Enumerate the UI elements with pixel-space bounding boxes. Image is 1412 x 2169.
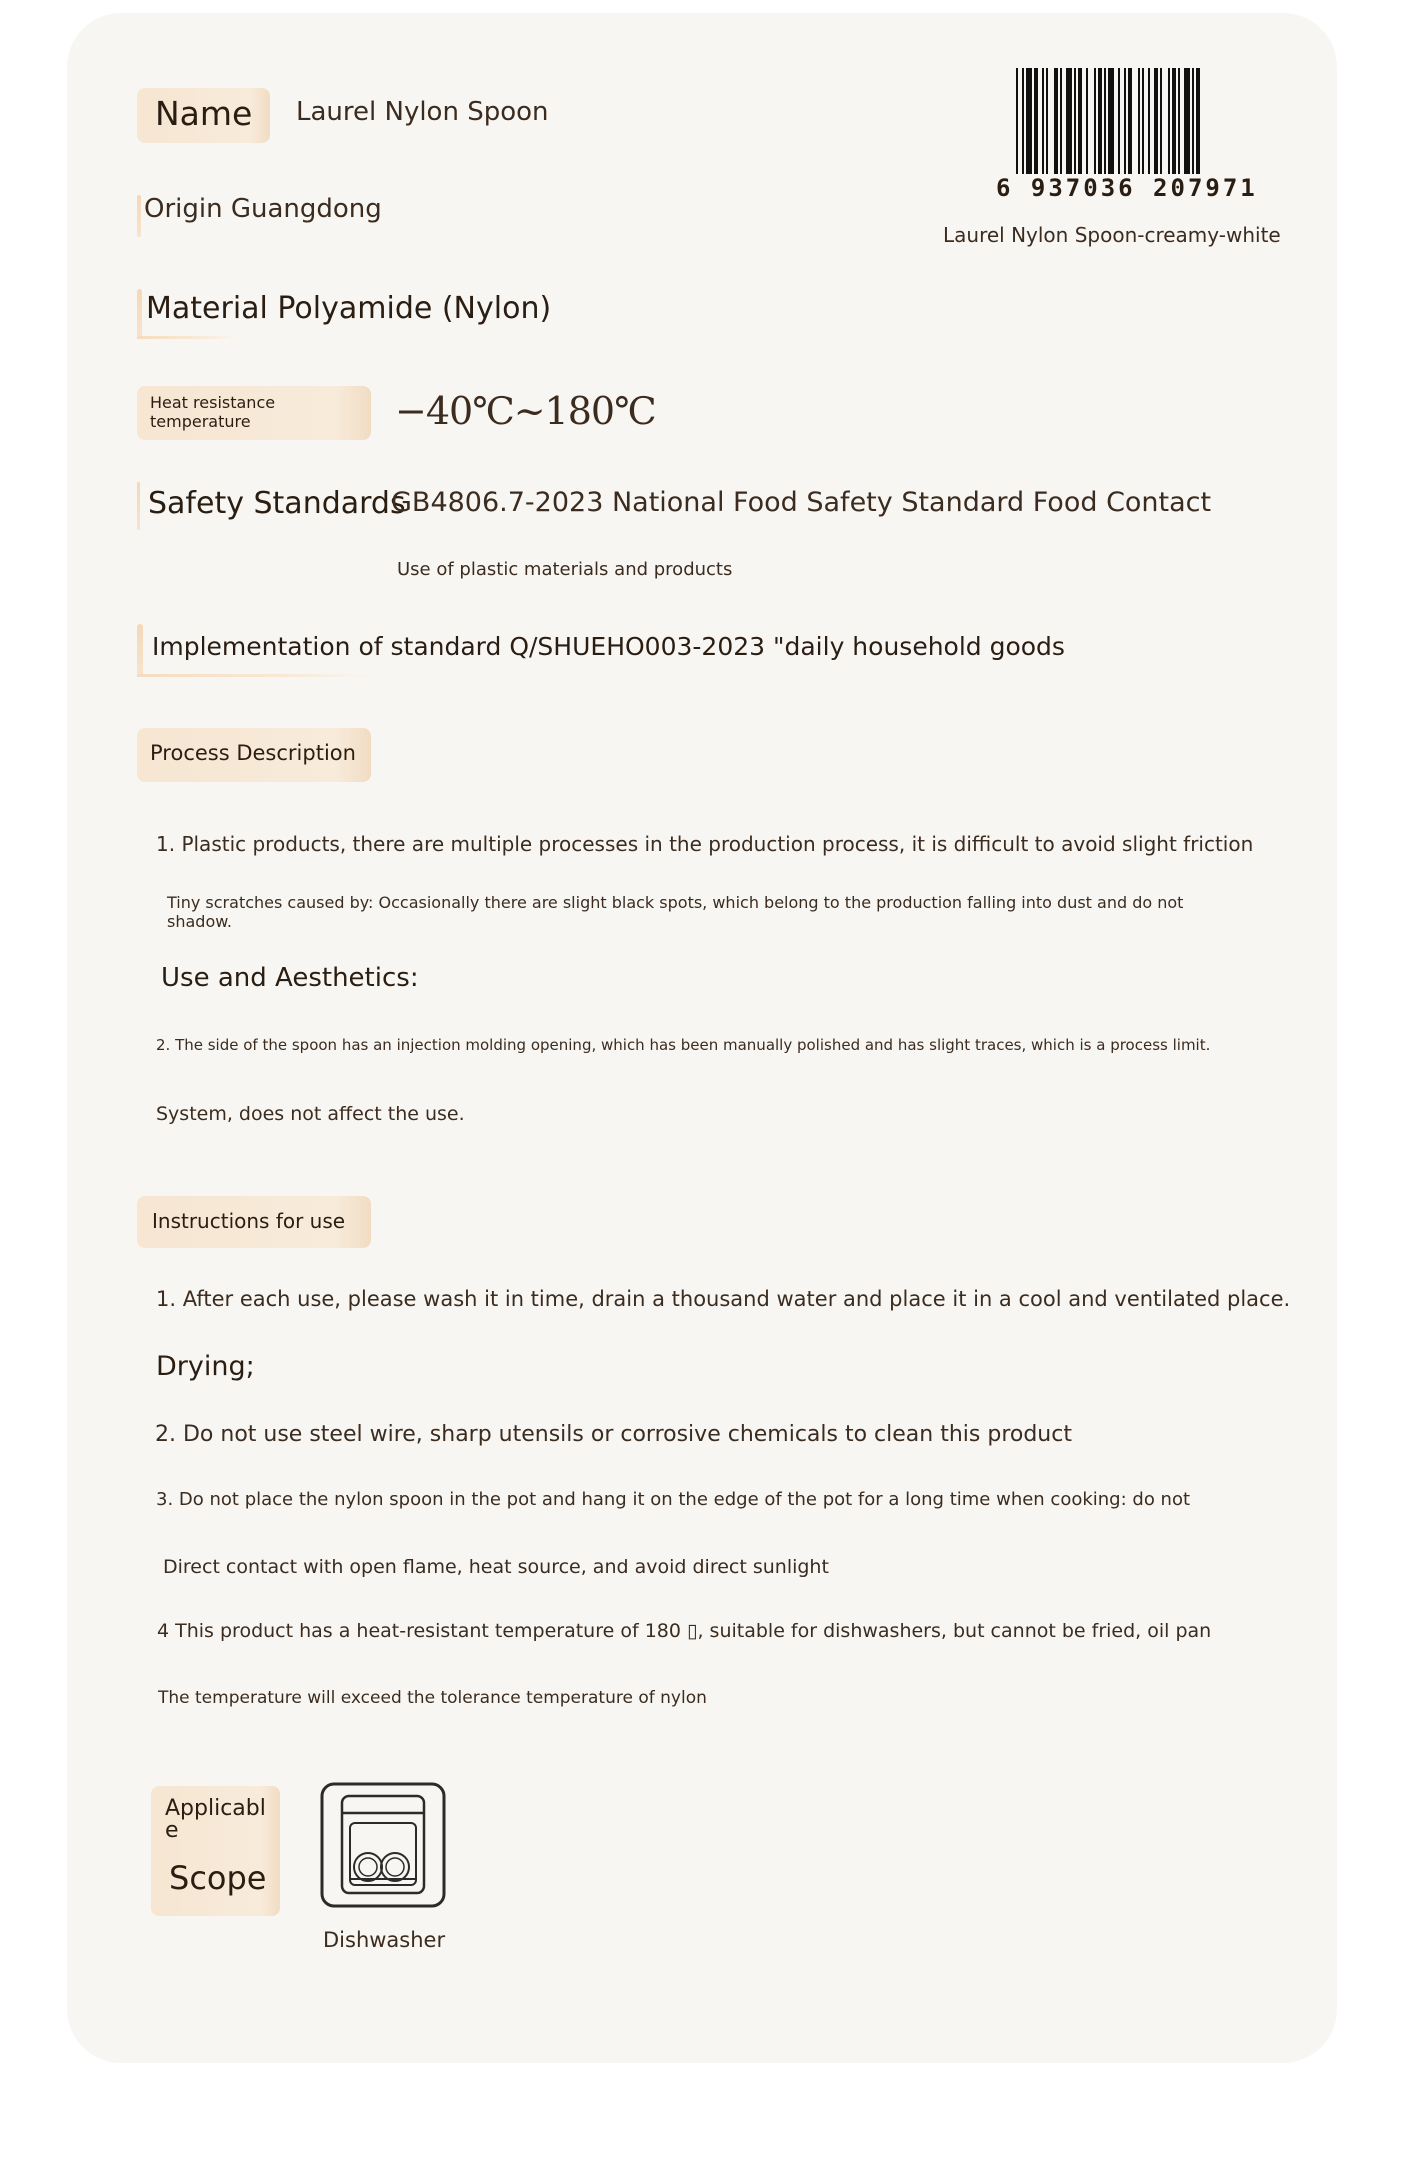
instructions-line-6: 4 This product has a heat-resistant temperature of 180 ▯, suitable for dishwashers, but cannot be fried, oil pan (157, 1620, 1212, 1642)
applicable-scope-label-bottom: Scope (169, 1859, 267, 1897)
material-underline (137, 336, 237, 339)
name-value: Laurel Nylon Spoon (296, 97, 549, 127)
material-bar (137, 289, 142, 339)
applicable-scope-label-top: Applicable (165, 1796, 266, 1843)
safety-subtext: Use of plastic materials and products (397, 559, 733, 580)
process-line-3: 2. The side of the spoon has an injection molding opening, which has been manually polished and has slight traces, which is a process limit. (156, 1036, 1211, 1054)
instructions-line-4: 3. Do not place the nylon spoon in the pot and hang it on the edge of the pot for a long time when cooking: do not (156, 1489, 1191, 1510)
process-description-title: Process Description (150, 741, 356, 765)
implementation-underline (137, 674, 372, 677)
heat-value: −40℃~180℃ (395, 389, 656, 433)
instructions-line-1: 1. After each use, please wash it in time, drain a thousand water and place it in a cool and ventilated place. (156, 1287, 1291, 1311)
implementation-text: Implementation of standard Q/SHUEHO003-2023 "daily household goods (152, 632, 1065, 661)
heat-label: Heat resistance temperature (150, 393, 276, 431)
origin-bar (137, 195, 141, 237)
instructions-title: Instructions for use (152, 1209, 346, 1233)
process-line-1: 1. Plastic products, there are multiple processes in the production process, it is difficult to avoid slight friction (156, 832, 1254, 856)
barcode-number: 6 937036 207971 (996, 174, 1258, 202)
safety-bar (137, 482, 140, 530)
origin-text: Origin Guangdong (144, 194, 382, 224)
instructions-line-7: The temperature will exceed the tolerance temperature of nylon (158, 1688, 707, 1708)
dishwasher-label: Dishwasher (323, 1928, 446, 1952)
implementation-bar (137, 624, 143, 676)
process-line-2: Tiny scratches caused by: Occasionally there are slight black spots, which belong to the production falling into dust and do not shadow. (167, 893, 1184, 931)
instructions-line-3: 2. Do not use steel wire, sharp utensils or corrosive chemicals to clean this product (155, 1422, 1072, 1447)
safety-value: GB4806.7-2023 National Food Safety Standard Food Contact (391, 487, 1212, 518)
material-text: Material Polyamide (Nylon) (146, 291, 552, 326)
use-aesthetics-heading: Use and Aesthetics: (161, 963, 419, 993)
instructions-line-2: Drying; (156, 1351, 255, 1382)
process-line-4: System, does not affect the use. (156, 1103, 465, 1125)
dishwasher-icon (320, 1782, 446, 1908)
safety-label: Safety Standards (148, 486, 406, 521)
instructions-line-5: Direct contact with open flame, heat source, and avoid direct sunlight (163, 1556, 829, 1578)
barcode-product-label: Laurel Nylon Spoon-creamy-white (943, 223, 1281, 247)
name-label: Name (155, 94, 253, 133)
